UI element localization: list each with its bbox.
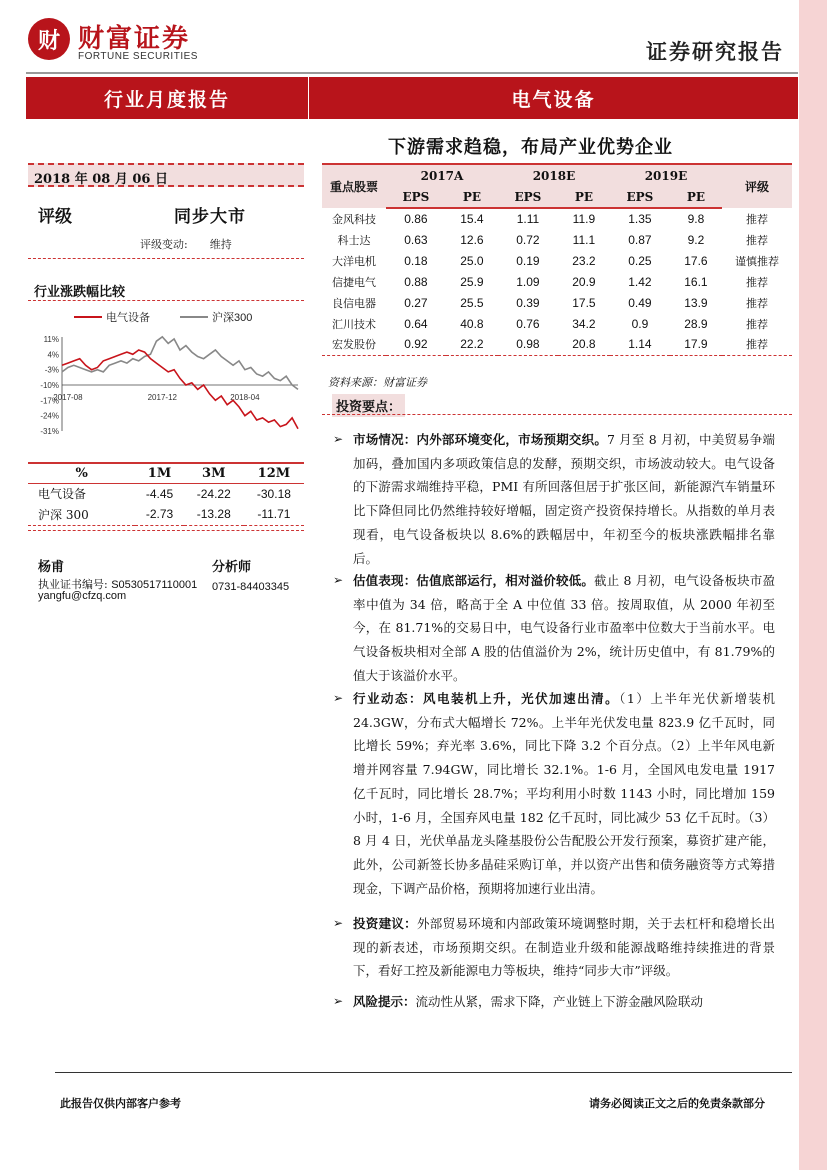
table-row bbox=[322, 313, 792, 334]
pe-header: PE bbox=[670, 186, 722, 208]
divider bbox=[322, 414, 792, 415]
cell: -13.28 bbox=[196, 507, 231, 522]
eps-value: 1.09 bbox=[516, 274, 540, 289]
pe-value: 17.6 bbox=[684, 253, 708, 268]
pe-value: 28.9 bbox=[684, 316, 708, 331]
y-tick-label: -10% bbox=[40, 381, 59, 390]
stock-name: 良信电器 bbox=[332, 296, 376, 310]
performance-table bbox=[28, 462, 304, 526]
analyst-email[interactable]: yangfu@cfzq.com bbox=[38, 590, 127, 602]
pe-value: 23.2 bbox=[572, 253, 596, 268]
pe-value: 25.9 bbox=[460, 274, 484, 289]
pe-value: 40.8 bbox=[460, 316, 484, 331]
logo-glyph: 财 bbox=[37, 27, 60, 54]
pe-value: 11.9 bbox=[572, 212, 596, 226]
legend-label: 沪深300 bbox=[212, 312, 253, 324]
eps-value: 0.19 bbox=[516, 253, 540, 268]
pe-value: 9.2 bbox=[687, 232, 705, 247]
table-row bbox=[322, 208, 792, 229]
bullet-lead: 风险提示： bbox=[353, 994, 416, 1009]
arrow-bullet-icon: ➢ bbox=[333, 994, 344, 1008]
pe-value: 17.9 bbox=[670, 334, 722, 355]
rating-change bbox=[140, 236, 232, 252]
bullet-valuation bbox=[333, 569, 775, 688]
cell: -30.18 bbox=[256, 486, 291, 501]
cell: -2.73 bbox=[145, 507, 174, 522]
stock-name: 科士达 bbox=[337, 233, 371, 247]
data-source: 资料来源：财富证券 bbox=[328, 376, 427, 389]
divider bbox=[28, 300, 304, 301]
eps-value: 1.35 bbox=[628, 212, 652, 226]
stock-rating: 谨慎推荐 bbox=[735, 254, 779, 268]
bullet-lead: 投资建议： bbox=[353, 916, 417, 931]
stock-rating: 推荐 bbox=[746, 212, 768, 226]
bullet-text: 7 月至 8 月初，中美贸易争端加码，叠加国内多项政策信息的发酵，预期交织，市场波动较大。电气设备的下游需求端维持平稳，PMI 有所回落但居于扩张区间，新能源汽车销量环比下降但同比仍然维持较好增幅，固定资产投资保持增长。从指数的单月表现看，电气设备板块以 8.6%的跌幅居中，年初至今的板块涨跌幅排名靠后。 bbox=[353, 432, 775, 566]
stock-rating: 推荐 bbox=[746, 275, 768, 289]
eps-value: 0.64 bbox=[404, 316, 428, 331]
bullet-lead: 行业动态：风电装机上升，光伏加速出清。 bbox=[353, 691, 620, 706]
bullet-risk bbox=[333, 990, 775, 1014]
table-row bbox=[322, 271, 792, 292]
eps-value: 0.63 bbox=[404, 232, 428, 247]
eps-value: 0.25 bbox=[628, 253, 652, 268]
pe-value: 25.0 bbox=[460, 253, 484, 268]
eps-value: 1.11 bbox=[516, 212, 540, 226]
bullet-lead: 市场情况：内外部环境变化，市场预期交织。 bbox=[353, 432, 608, 447]
col-header-stock: 重点股票 bbox=[322, 164, 386, 208]
pe-value: 22.2 bbox=[446, 334, 498, 355]
stock-name: 大洋电机 bbox=[332, 254, 376, 268]
col-header-rating: 评级 bbox=[722, 164, 792, 208]
table-row bbox=[322, 250, 792, 271]
bullet-text: （1）上半年光伏新增装机 24.3GW，分布式大幅增长 72%。上半年光伏发电量 823.9 亿千瓦时，同比增长 59%；弃光率 3.6%，同比下降 3.2 个百分点。（2）上半年风电新增并网容量 7.94GW，同比增长 32.1%。1-6 月，全国风电发电量 1917 亿千瓦时，同比增长 28.7%；平均利用小时数 1143 小时，同比增加 159 小时，1-6 月，全国弃风电量 182 亿千瓦时，同比减少 53 亿千瓦时。（3）8 月 4 日，光伏单晶龙头隆基股份公告配股公开发行预案，募资扩建产能，此外，公司新签长协多晶硅采购订单，并以资产出售和债务融资等方式筹措现金，下调产品价格，预期将加速行业出清。 bbox=[353, 691, 775, 896]
table-row bbox=[322, 229, 792, 250]
col-header: % bbox=[28, 463, 135, 483]
pe-header: PE bbox=[446, 186, 498, 208]
arrow-bullet-icon: ➢ bbox=[333, 916, 344, 930]
x-tick-label: 2017-08 bbox=[53, 393, 83, 402]
cell: -4.45 bbox=[145, 486, 174, 501]
performance-line-chart bbox=[28, 303, 304, 443]
bullet-recommendation bbox=[333, 912, 775, 983]
legend-label: 电气设备 bbox=[106, 312, 150, 324]
report-type: 证券研究报告 bbox=[646, 39, 784, 64]
eps-value: 1.14 bbox=[610, 334, 670, 355]
pe-value: 13.9 bbox=[684, 295, 708, 310]
pe-value: 25.5 bbox=[460, 295, 484, 310]
y-tick-label: 4% bbox=[47, 350, 59, 360]
cert-label: 执业证书编号: bbox=[38, 578, 108, 591]
pe-value: 11.1 bbox=[572, 232, 596, 247]
eps-value: 0.92 bbox=[386, 334, 446, 355]
y-tick-label: -3% bbox=[44, 365, 59, 375]
bullet-market bbox=[333, 428, 775, 570]
stock-rating: 推荐 bbox=[746, 296, 768, 310]
bullet-text: 截止 8 月初，电气设备板块市盈率中值为 34 倍，略高于全 A 中位值 33 倍。按周取值，从 2000 年初至今，在 81.71%的交易日中，电气设备行业市盈率中位数大于当前水平。电气设备板块相对全部 A 股的估值溢价为 2%，统计历史值中，有 81.79%的值大于该溢价水平。 bbox=[353, 573, 775, 683]
x-tick-label: 2018-04 bbox=[230, 393, 260, 402]
year-header: 2017A bbox=[386, 164, 498, 186]
rating-change-label: 评级变动: bbox=[140, 238, 188, 251]
eps-header: EPS bbox=[386, 186, 446, 208]
analyst-phone: 0731-84403345 bbox=[212, 581, 290, 593]
arrow-bullet-icon: ➢ bbox=[333, 432, 344, 446]
eps-header: EPS bbox=[498, 186, 558, 208]
bullet-text: 外部贸易环境和内部政策环境调整时期，关于去杠杆和稳增长出现的新表述，市场预期交织。在制造业升级和能源战略维持续推进的背景下，看好工控及新能源电力等板块，维持“同步大市”评级。 bbox=[353, 916, 775, 979]
title-bar bbox=[26, 77, 798, 119]
pe-value: 20.9 bbox=[572, 274, 596, 289]
stock-rating: 推荐 bbox=[746, 233, 768, 247]
key-stocks-table bbox=[322, 163, 792, 356]
row-label: 沪深 300 bbox=[38, 507, 89, 522]
stock-name: 宏发股份 bbox=[322, 334, 386, 355]
pe-value: 12.6 bbox=[460, 232, 484, 247]
footer-right: 请务必阅读正文之后的免责条款部分 bbox=[589, 1097, 765, 1110]
eps-header: EPS bbox=[610, 186, 670, 208]
cell: -11.71 bbox=[257, 507, 291, 522]
eps-value: 0.87 bbox=[628, 232, 652, 247]
side-decoration-band bbox=[799, 0, 827, 1170]
eps-value: 0.72 bbox=[516, 232, 540, 247]
col-header: 1M bbox=[135, 463, 183, 483]
y-tick-label: -31% bbox=[40, 427, 59, 436]
rating-label: 评级 bbox=[38, 207, 72, 227]
eps-value: 0.9 bbox=[631, 316, 649, 331]
table-row bbox=[28, 504, 304, 525]
eps-value: 0.98 bbox=[498, 334, 558, 355]
pe-value: 9.8 bbox=[687, 212, 705, 226]
series-line-index bbox=[62, 337, 298, 390]
cell: -24.22 bbox=[196, 486, 231, 501]
pe-value: 16.1 bbox=[684, 274, 708, 289]
table-row bbox=[28, 483, 304, 504]
analyst-role: 分析师 bbox=[212, 560, 252, 575]
col-header: 3M bbox=[184, 463, 244, 483]
eps-value: 0.88 bbox=[404, 274, 428, 289]
brand-logo bbox=[28, 18, 70, 60]
footer-divider bbox=[55, 1072, 792, 1073]
bullet-lead: 估值表现：估值底部运行，相对溢价较低。 bbox=[353, 573, 595, 588]
headline: 下游需求趋稳，布局产业优势企业 bbox=[388, 137, 673, 158]
stock-rating: 推荐 bbox=[722, 334, 792, 355]
table-row bbox=[322, 292, 792, 313]
pe-value: 20.8 bbox=[558, 334, 610, 355]
divider bbox=[28, 258, 304, 259]
pe-value: 34.2 bbox=[572, 316, 596, 331]
key-points-title: 投资要点： bbox=[332, 394, 405, 417]
stock-name: 信捷电气 bbox=[332, 275, 376, 289]
stock-name: 金风科技 bbox=[332, 212, 376, 226]
chart-title: 行业涨跌幅比较 bbox=[34, 285, 126, 300]
bullet-text: 流动性从紧，需求下降，产业链上下游金融风险联动 bbox=[415, 994, 704, 1009]
pe-header: PE bbox=[558, 186, 610, 208]
col-header: 12M bbox=[244, 463, 304, 483]
eps-value: 0.86 bbox=[404, 212, 428, 226]
eps-value: 0.39 bbox=[516, 295, 540, 310]
divider bbox=[28, 530, 304, 531]
arrow-bullet-icon: ➢ bbox=[333, 573, 344, 587]
header-divider bbox=[26, 72, 798, 74]
eps-value: 1.42 bbox=[628, 274, 652, 289]
row-label: 电气设备 bbox=[38, 487, 87, 502]
brand-name-cn: 财富证券 bbox=[78, 24, 191, 54]
table-row bbox=[322, 334, 792, 355]
industry-name: 电气设备 bbox=[511, 88, 596, 111]
pe-value: 15.4 bbox=[460, 212, 484, 226]
y-tick-label: 11% bbox=[43, 335, 59, 344]
rating-value: 同步大市 bbox=[174, 207, 246, 227]
pe-value: 17.5 bbox=[572, 295, 596, 310]
footer-left: 此报告仅供内部客户参考 bbox=[60, 1097, 181, 1110]
analyst-name: 杨甫 bbox=[38, 560, 65, 575]
bullet-industry bbox=[333, 687, 775, 900]
y-tick-label: -24% bbox=[40, 411, 59, 421]
x-tick-label: 2017-12 bbox=[147, 393, 177, 402]
stock-name: 汇川技术 bbox=[332, 317, 376, 331]
report-date: 2018 年 08 月 06 日 bbox=[28, 163, 304, 187]
rating-change-value: 维持 bbox=[209, 238, 232, 251]
year-header: 2019E bbox=[610, 164, 722, 186]
y-tick-label: -17% bbox=[40, 396, 59, 406]
report-category: 行业月度报告 bbox=[103, 88, 230, 111]
arrow-bullet-icon: ➢ bbox=[333, 691, 344, 705]
eps-value: 0.76 bbox=[516, 316, 540, 331]
year-header: 2018E bbox=[498, 164, 610, 186]
cert-number: S0530517110001 bbox=[111, 579, 198, 591]
eps-value: 0.27 bbox=[404, 295, 428, 310]
series-line-industry bbox=[62, 350, 298, 429]
brand-name-en: FORTUNE SECURITIES bbox=[78, 51, 198, 62]
eps-value: 0.18 bbox=[404, 253, 428, 268]
eps-value: 0.49 bbox=[628, 295, 652, 310]
stock-rating: 推荐 bbox=[746, 317, 768, 331]
